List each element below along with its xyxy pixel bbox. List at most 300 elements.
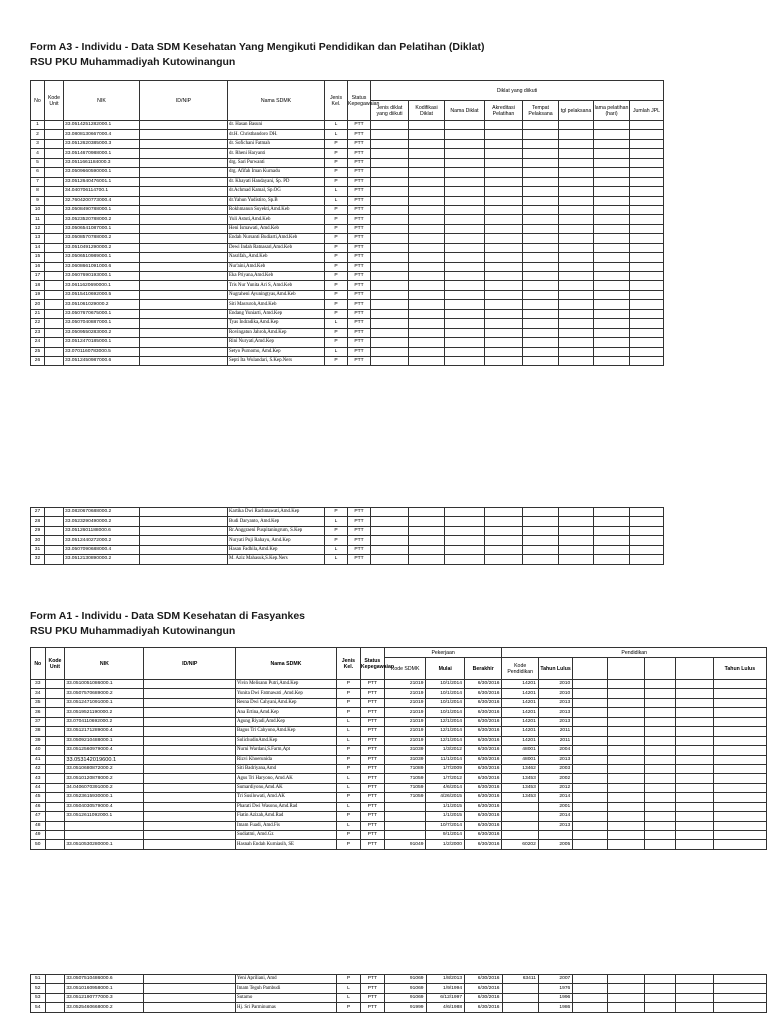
cell-pendidikan xyxy=(713,821,766,830)
cell-diklat xyxy=(630,328,664,337)
cell-no: 19 xyxy=(31,290,45,299)
cell-id-nip xyxy=(140,177,228,186)
cell-status: PTT xyxy=(348,158,371,167)
cell-berakhir: 6/30/2016 xyxy=(464,764,502,773)
cell-diklat xyxy=(559,215,594,224)
cell-jenis-kel: P xyxy=(325,536,348,545)
cell-tahun-lulus xyxy=(538,831,572,840)
cell-status: PTT xyxy=(360,764,384,773)
table-row xyxy=(31,698,767,707)
cell-nik: 33.0512601188000.6 xyxy=(64,526,140,535)
cell-diklat xyxy=(485,130,523,139)
cell-id-nip xyxy=(140,149,228,158)
cell-berakhir: 6/30/2016 xyxy=(465,984,502,993)
cell-nik xyxy=(65,821,144,830)
cell-tahun-lulus: 2004 xyxy=(538,746,572,755)
cell-berakhir: 6/30/2016 xyxy=(464,727,502,736)
cell-nik: 33.0512130890000.2 xyxy=(64,555,140,564)
cell-no: 24 xyxy=(31,338,45,347)
cell-diklat xyxy=(559,262,594,271)
cell-mulai: 1/7/2009 xyxy=(426,764,465,773)
cell-kode-unit xyxy=(45,802,65,811)
cell-status: PTT xyxy=(348,319,371,328)
cell-jenis-kel: P xyxy=(336,698,360,707)
table-row xyxy=(31,215,664,224)
cell-diklat xyxy=(594,158,630,167)
cell-kode-unit xyxy=(45,130,64,139)
cell-tahun-lulus: 1996 xyxy=(538,993,572,1002)
cell-jenis-kel: P xyxy=(325,309,348,318)
cell-kode-sdmk: 91049 xyxy=(384,840,426,849)
cell-pendidikan xyxy=(645,783,676,792)
cell-kode-pendidikan xyxy=(502,802,538,811)
cell-diklat xyxy=(594,356,630,365)
cell-diklat xyxy=(409,555,445,564)
cell-diklat xyxy=(485,121,523,130)
cell-berakhir: 6/30/2016 xyxy=(464,821,502,830)
table-row xyxy=(31,309,664,318)
cell-diklat xyxy=(371,338,409,347)
cell-diklat xyxy=(523,526,559,535)
cell-jenis-kel: P xyxy=(325,290,348,299)
cell-diklat xyxy=(371,347,409,356)
table-row xyxy=(31,508,664,517)
cell-status: PTT xyxy=(348,281,371,290)
cell-diklat xyxy=(630,272,664,281)
cell-nama: Imam Teguh Pambudi xyxy=(236,984,337,993)
cell-nik: 33.0607690193000.1 xyxy=(64,272,140,281)
cell-diklat xyxy=(445,300,485,309)
cell-diklat xyxy=(630,168,664,177)
cell-diklat xyxy=(523,300,559,309)
cell-diklat xyxy=(371,139,409,148)
col-header-kodifikasi: Kodifikasi Diklat xyxy=(409,101,445,121)
col-header-kode-unit: Kode Unit xyxy=(45,648,65,680)
cell-diklat xyxy=(445,319,485,328)
cell-status: PTT xyxy=(360,689,384,698)
cell-diklat xyxy=(630,338,664,347)
cell-jenis-kel: P xyxy=(325,272,348,281)
cell-kode-sdmk: 21019 xyxy=(384,736,426,745)
cell-kode-pendidikan xyxy=(502,993,538,1002)
cell-pendidikan xyxy=(607,1003,644,1012)
cell-mulai: 11/1/2014 xyxy=(426,755,465,764)
cell-berakhir: 6/30/2016 xyxy=(464,840,502,849)
cell-kode-sdmk: 71059 xyxy=(384,783,426,792)
cell-nama: dr. Sofichani Fatmah xyxy=(228,139,325,148)
cell-pendidikan xyxy=(645,680,676,689)
cell-diklat xyxy=(485,234,523,243)
cell-nik: 33.0510051086000.1 xyxy=(65,680,144,689)
col-header-diklat: Diklat yang diikuti xyxy=(371,81,664,101)
cell-nik: 33.053142019600.1 xyxy=(65,755,144,764)
cell-no: 15 xyxy=(31,253,45,262)
cell-pendidikan xyxy=(676,689,713,698)
cell-diklat xyxy=(559,290,594,299)
cell-kode-pendidikan: 14201 xyxy=(502,689,538,698)
cell-diklat xyxy=(630,347,664,356)
cell-kode-sdmk: 91069 xyxy=(384,975,426,984)
cell-pendidikan xyxy=(573,783,607,792)
cell-no: 28 xyxy=(31,517,45,526)
cell-no: 40 xyxy=(31,746,46,755)
cell-nik: 33.0808130667000.4 xyxy=(64,130,140,139)
cell-diklat xyxy=(409,149,445,158)
cell-diklat xyxy=(594,545,630,554)
cell-nama: Hasnah Endah Kurniasih, SE xyxy=(236,840,337,849)
cell-diklat xyxy=(559,300,594,309)
cell-nama: Tyas Indradika,Amd.Kep xyxy=(228,319,325,328)
cell-status: PTT xyxy=(348,328,371,337)
cell-kode-unit xyxy=(45,290,64,299)
cell-diklat xyxy=(523,139,559,148)
cell-diklat xyxy=(594,555,630,564)
cell-diklat xyxy=(559,121,594,130)
cell-nik: 33.0511661184000.3 xyxy=(64,158,140,167)
cell-mulai: 10/1/2014 xyxy=(426,689,465,698)
cell-diklat xyxy=(445,158,485,167)
cell-diklat xyxy=(445,338,485,347)
cell-kode-unit xyxy=(45,319,64,328)
cell-nama: Rokhmanun Suyekti,Amd.Keb xyxy=(228,205,325,214)
cell-diklat xyxy=(559,139,594,148)
cell-diklat xyxy=(409,545,445,554)
cell-diklat xyxy=(630,187,664,196)
cell-diklat xyxy=(594,243,630,252)
cell-status: PTT xyxy=(360,727,384,736)
cell-id-nip xyxy=(140,347,228,356)
cell-nama: dr.H. Christbandoro DH. xyxy=(228,130,325,139)
cell-diklat xyxy=(485,555,523,564)
cell-diklat xyxy=(371,121,409,130)
cell-no: 18 xyxy=(31,281,45,290)
cell-berakhir: 6/30/2016 xyxy=(464,755,502,764)
cell-tahun-lulus: 2014 xyxy=(538,793,572,802)
cell-diklat xyxy=(445,328,485,337)
cell-pendidikan xyxy=(607,680,644,689)
cell-nik: 33.0512640476001.1 xyxy=(64,177,140,186)
cell-kode-pendidikan xyxy=(502,1003,538,1012)
cell-no: 14 xyxy=(31,243,45,252)
cell-diklat xyxy=(485,215,523,224)
cell-id-nip xyxy=(144,840,236,849)
cell-diklat xyxy=(559,536,594,545)
col-header-nama: Nama SDMK xyxy=(228,81,325,121)
cell-diklat xyxy=(409,281,445,290)
cell-no: 5 xyxy=(31,158,45,167)
cell-diklat xyxy=(409,177,445,186)
cell-mulai: 10/1/2014 xyxy=(426,698,465,707)
cell-kode-unit xyxy=(45,281,64,290)
cell-diklat xyxy=(409,536,445,545)
cell-diklat xyxy=(371,526,409,535)
cell-pendidikan xyxy=(713,764,766,773)
cell-tahun-lulus: 2011 xyxy=(538,727,572,736)
cell-jenis-kel: P xyxy=(325,328,348,337)
cell-tahun-lulus: 2007 xyxy=(538,975,572,984)
cell-no: 30 xyxy=(31,536,45,545)
cell-status: PTT xyxy=(348,347,371,356)
cell-diklat xyxy=(409,121,445,130)
cell-jenis-kel: P xyxy=(337,1003,361,1012)
cell-diklat xyxy=(371,149,409,158)
cell-id-nip xyxy=(144,783,236,792)
cell-kode-unit xyxy=(45,526,64,535)
table-row xyxy=(31,708,767,717)
cell-diklat xyxy=(594,328,630,337)
cell-kode-unit xyxy=(45,517,64,526)
cell-mulai: 1/8/2013 xyxy=(426,975,465,984)
cell-diklat xyxy=(523,545,559,554)
cell-nik: 33.0523520788000.2 xyxy=(64,215,140,224)
cell-nik: 32.7604200773000.4 xyxy=(64,196,140,205)
col-header-nama-diklat: Nama Diklat xyxy=(445,101,485,121)
cell-status: PTT xyxy=(348,253,371,262)
cell-no: 51 xyxy=(31,975,46,984)
cell-mulai: 1/7/2012 xyxy=(426,774,465,783)
cell-diklat xyxy=(445,205,485,214)
cell-kode-sdmk: 91999 xyxy=(384,1003,426,1012)
cell-status: PTT xyxy=(348,149,371,158)
cell-pendidikan xyxy=(607,736,644,745)
cell-diklat xyxy=(630,243,664,252)
cell-diklat xyxy=(485,168,523,177)
cell-jenis-kel: L xyxy=(337,993,361,1002)
cell-status: PTT xyxy=(360,746,384,755)
cell-nama: dr. Rheni Haryanti xyxy=(228,149,325,158)
cell-nik: 33.0510120878000.2 xyxy=(65,774,144,783)
cell-kode-unit xyxy=(45,253,64,262)
cell-jenis-kel: L xyxy=(325,319,348,328)
cell-pendidikan xyxy=(573,708,607,717)
cell-status: PTT xyxy=(348,300,371,309)
cell-pendidikan xyxy=(573,717,607,726)
cell-pendidikan xyxy=(645,984,676,993)
cell-berakhir: 6/30/2016 xyxy=(464,831,502,840)
cell-diklat xyxy=(485,517,523,526)
cell-diklat xyxy=(409,224,445,233)
cell-jenis-kel: L xyxy=(325,517,348,526)
cell-kode-pendidikan xyxy=(502,821,538,830)
col-header-jenis-kel: Jenis Kel. xyxy=(325,81,348,121)
table-row xyxy=(31,187,664,196)
cell-status: PTT xyxy=(348,130,371,139)
col-header-kode-pendidikan: Kode Pendidikan xyxy=(502,658,538,680)
cell-kode-unit xyxy=(45,262,64,271)
table-row xyxy=(31,319,664,328)
cell-pendidikan xyxy=(713,812,766,821)
cell-diklat xyxy=(630,121,664,130)
cell-id-nip xyxy=(140,555,228,564)
cell-kode-unit xyxy=(45,774,65,783)
table-row xyxy=(31,993,767,1002)
cell-diklat xyxy=(371,508,409,517)
cell-pendidikan xyxy=(713,975,766,984)
cell-no: 23 xyxy=(31,328,45,337)
cell-pendidikan xyxy=(573,689,607,698)
cell-kode-unit xyxy=(45,158,64,167)
cell-diklat xyxy=(371,309,409,318)
table-row xyxy=(31,975,767,984)
cell-diklat xyxy=(630,253,664,262)
cell-nama: Endah Nursanti Budiarti,Amd.Keb xyxy=(228,234,325,243)
cell-no: 34 xyxy=(31,689,46,698)
cell-id-nip xyxy=(144,717,236,726)
col-header-tgl: tgl pelaksana xyxy=(559,101,594,121)
cell-id-nip xyxy=(144,708,236,717)
cell-diklat xyxy=(523,262,559,271)
cell-nik: 33.0507670675000.1 xyxy=(64,309,140,318)
cell-diklat xyxy=(630,224,664,233)
cell-id-nip xyxy=(144,736,236,745)
cell-diklat xyxy=(630,545,664,554)
cell-nik: 33.0512620385000.3 xyxy=(64,139,140,148)
cell-id-nip xyxy=(144,793,236,802)
table-row xyxy=(31,764,767,773)
cell-nama: Nur'aini,Amd.Keb xyxy=(228,262,325,271)
cell-diklat xyxy=(523,356,559,365)
cell-nama: Agung Riyadi,Amd.Kep xyxy=(236,717,337,726)
cell-nik: 33.0506510989000.1 xyxy=(64,253,140,262)
cell-id-nip xyxy=(140,121,228,130)
cell-status: PTT xyxy=(348,536,371,545)
cell-tahun-lulus: 2014 xyxy=(538,812,572,821)
cell-diklat xyxy=(559,508,594,517)
cell-pendidikan xyxy=(676,802,713,811)
table-row xyxy=(31,821,767,830)
cell-diklat xyxy=(523,215,559,224)
cell-nama: Setyo Purnomo, Amd.Kep xyxy=(228,347,325,356)
cell-diklat xyxy=(594,347,630,356)
col-header-nama: Nama SDMK xyxy=(236,648,337,680)
cell-pendidikan xyxy=(713,774,766,783)
cell-nama: dr. Hasan Basuni xyxy=(228,121,325,130)
cell-id-nip xyxy=(140,243,228,252)
cell-pendidikan xyxy=(607,746,644,755)
cell-nama: Resna Dwi Cahyani,Amd.Kep xyxy=(236,698,337,707)
cell-nama: Endang Yuniarti, Amd.Kep xyxy=(228,309,325,318)
form-a1-title xyxy=(30,609,305,639)
cell-nama: Septi Ita Wulandari, S.Kep.Ners xyxy=(228,356,325,365)
cell-pendidikan xyxy=(645,1003,676,1012)
cell-tahun-lulus: 2013 xyxy=(538,708,572,717)
cell-id-nip xyxy=(140,356,228,365)
cell-diklat xyxy=(523,158,559,167)
table-row xyxy=(31,149,664,158)
cell-berakhir: 6/30/2016 xyxy=(464,812,502,821)
cell-kode-unit xyxy=(45,121,64,130)
cell-nik: 33.0510491290000.2 xyxy=(64,243,140,252)
cell-diklat xyxy=(371,187,409,196)
cell-kode-unit xyxy=(45,975,65,984)
cell-jenis-kel: L xyxy=(325,347,348,356)
cell-diklat xyxy=(523,338,559,347)
cell-jenis-kel: P xyxy=(325,158,348,167)
cell-pendidikan xyxy=(676,840,713,849)
cell-diklat xyxy=(630,526,664,535)
cell-jenis-kel: P xyxy=(325,262,348,271)
cell-kode-sdmk: 31039 xyxy=(384,755,426,764)
cell-diklat xyxy=(594,508,630,517)
cell-diklat xyxy=(485,196,523,205)
cell-jenis-kel: L xyxy=(336,736,360,745)
cell-diklat xyxy=(630,262,664,271)
cell-jenis-kel: L xyxy=(337,984,361,993)
cell-id-nip xyxy=(140,130,228,139)
cell-diklat xyxy=(630,158,664,167)
table-row xyxy=(31,727,767,736)
cell-kode-sdmk: 21019 xyxy=(384,689,426,698)
cell-status: PTT xyxy=(348,338,371,347)
cell-status: PTT xyxy=(360,736,384,745)
cell-kode-pendidikan xyxy=(502,984,538,993)
cell-diklat xyxy=(523,517,559,526)
cell-pendidikan xyxy=(713,736,766,745)
cell-id-nip xyxy=(144,821,236,830)
cell-diklat xyxy=(523,149,559,158)
cell-status: PTT xyxy=(360,793,384,802)
cell-diklat xyxy=(594,536,630,545)
cell-nik: 33.0510530280000.1 xyxy=(65,840,144,849)
cell-kode-unit xyxy=(45,727,65,736)
cell-pendidikan xyxy=(607,764,644,773)
col-header-nik: NIK xyxy=(64,81,140,121)
cell-id-nip xyxy=(140,196,228,205)
cell-kode-unit xyxy=(45,338,64,347)
cell-nama: Ana Ertina,Amd.Kep xyxy=(236,708,337,717)
cell-pendidikan xyxy=(573,802,607,811)
cell-jenis-kel: L xyxy=(336,717,360,726)
cell-pendidikan xyxy=(607,975,644,984)
table-row xyxy=(31,121,664,130)
cell-nama: Imam Fuadi, Amd.Fis xyxy=(236,821,337,830)
cell-id-nip xyxy=(144,831,236,840)
cell-kode-sdmk: 21019 xyxy=(384,727,426,736)
cell-nama: SolichudinAmd.Kep xyxy=(236,736,337,745)
cell-diklat xyxy=(523,328,559,337)
cell-no: 38 xyxy=(31,727,46,736)
cell-pendidikan xyxy=(645,736,676,745)
cell-status: PTT xyxy=(360,984,384,993)
form-a1-title-line2: RSU PKU Muhammadiyah Kutowinangun xyxy=(30,625,236,637)
cell-pendidikan xyxy=(645,746,676,755)
cell-diklat xyxy=(559,187,594,196)
cell-jenis-kel: L xyxy=(325,555,348,564)
col-header-berakhir: Berakhir xyxy=(464,658,502,680)
cell-pendidikan xyxy=(676,783,713,792)
cell-jenis-kel: P xyxy=(325,243,348,252)
cell-diklat xyxy=(371,177,409,186)
cell-kode-pendidikan: 48001 xyxy=(502,755,538,764)
cell-diklat xyxy=(409,243,445,252)
cell-no: 17 xyxy=(31,272,45,281)
cell-diklat xyxy=(485,224,523,233)
cell-diklat xyxy=(485,272,523,281)
cell-jenis-kel: P xyxy=(325,139,348,148)
cell-pendidikan xyxy=(645,708,676,717)
cell-pendidikan xyxy=(573,764,607,773)
cell-kode-unit xyxy=(45,347,64,356)
cell-pendidikan xyxy=(676,698,713,707)
cell-kode-unit xyxy=(45,545,64,554)
cell-id-nip xyxy=(140,290,228,299)
cell-jenis-kel: L xyxy=(336,727,360,736)
cell-diklat xyxy=(445,555,485,564)
cell-pendidikan xyxy=(645,774,676,783)
cell-diklat xyxy=(523,253,559,262)
cell-nik: 33.0512471091000.1 xyxy=(65,698,144,707)
cell-diklat xyxy=(409,300,445,309)
